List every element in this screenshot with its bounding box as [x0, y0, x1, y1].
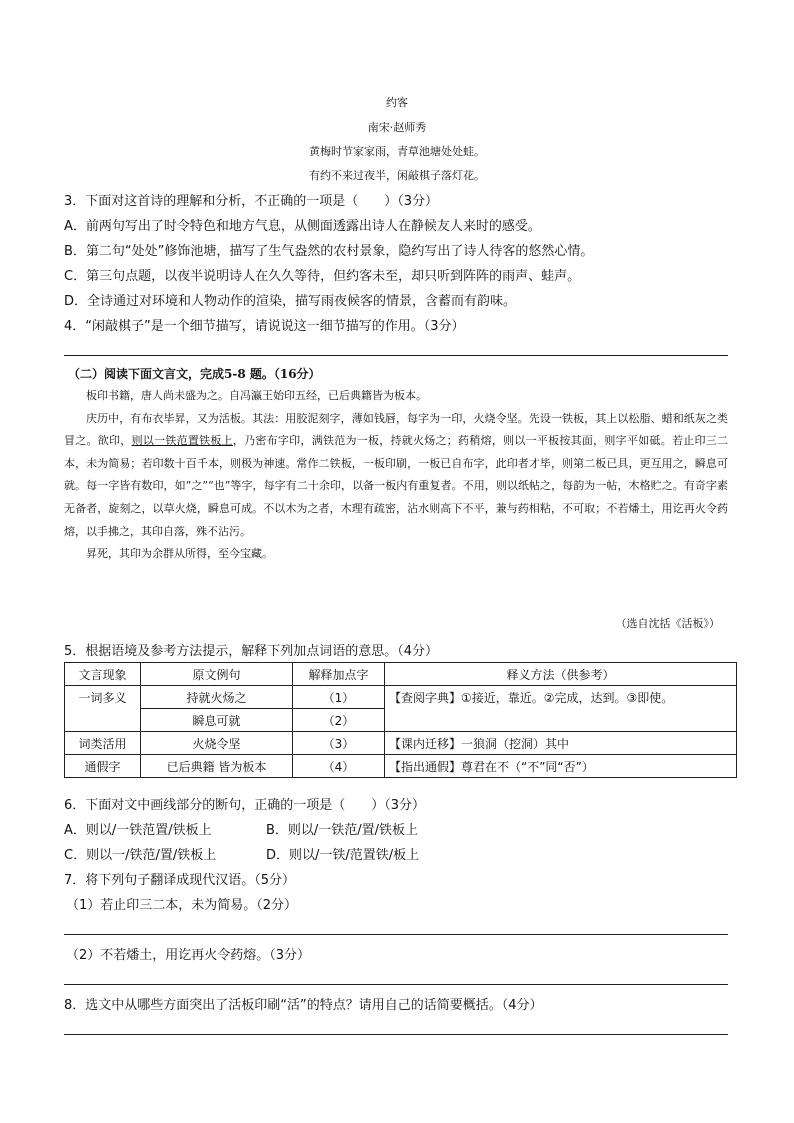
question-6-stem: 6．下面对文中画线部分的断句，正确的一项是（ ）（3分）: [64, 798, 426, 813]
table-header-cell: 原文例句: [141, 663, 293, 686]
table-cell-answer: （1）: [293, 686, 385, 709]
poem-line-1: 黄梅时节家家雨，青草池塘处处蛙。: [309, 145, 485, 158]
section-2-heading: （二）阅读下面文言文，完成5-8 题。（16分）: [68, 367, 321, 381]
question-7-sentence-2: （2）不若燔土，用讫再火令药熔。（3分）: [66, 948, 311, 963]
question-5-stem: 5．根据语境及参考方法提示，解释下列加点词语的意思。（4分）: [64, 644, 439, 659]
question-3-option-b: B．第二句“处处”修饰池塘，描写了生气盎然的农村景象，隐约写出了诗人待客的悠然心情。: [64, 244, 594, 259]
poem-line-2: 有约不来过夜半，闲敲棋子落灯花。: [309, 169, 485, 182]
table-header-cell: 释义方法（供参考）: [385, 663, 737, 686]
question-3-option-c: C．第三句点题，以夜半说明诗人在久久等待，但约客未至，却只听到阵阵的雨声、蛙声。: [64, 269, 581, 284]
question-3-stem: 3．下面对这首诗的理解和分析，不正确的一项是（ ）（3分）: [64, 194, 439, 209]
question-6-option-a: A．则以/一铁范置/铁板上: [64, 823, 212, 838]
table-row: [65, 732, 737, 755]
answer-line-q7-2: [64, 984, 728, 985]
question-8-stem: 8．选文中从哪些方面突出了活板印刷“活”的特点？请用自己的话简要概括。（4分）: [64, 998, 543, 1013]
question-4-stem: 4．“闲敲棋子”是一个细节描写，请说说这一细节描写的作用。（3分）: [64, 319, 465, 334]
passage-text: ，乃密布字印，满铁范为一板，持就火炀之；药稍熔，则以一平板按其面，则字平如砥。若止印三二本，未为简易；若印数十百千本，则极为神速。常作二铁板，一板印刷，一板已自布字，此印者才毕，则第二板已具，更互用之，瞬息可就。每一字皆有数印，如“之”“也”等字，每字有二十余印，以备一板内有重复者。不用，则以纸帖之，每韵为一帖，木格贮之。有奇字素无备者，旋刻之，以草火烧，瞬息可成。不以木为之者，木理有疏密，沾水则高下不平，兼与药相粘，不可取；不若燔土，用讫再火令药熔，以手拂之，其印自落，殊不沾污。: [64, 434, 729, 538]
table-header-cell: 解释加点字: [293, 663, 385, 686]
answer-line-q8: [64, 1034, 728, 1035]
question-3-option-a: A．前两句写出了时令特色和地方气息，从侧面透露出诗人在静候友人来时的感受。: [64, 219, 541, 234]
question-6-option-c: C．则以一/铁范/置/铁板上: [64, 848, 217, 863]
passage-paragraph-2: [64, 408, 728, 544]
table-cell-phenomenon: 一词多义: [65, 686, 141, 732]
question-3-option-d: D．全诗通过对环境和人物动作的渲染，描写雨夜候客的情景，含蓄而有韵味。: [64, 294, 517, 309]
table-cell-example: 已后典籍 皆为板本: [141, 755, 293, 778]
table-row: [65, 755, 737, 778]
question-7-sentence-1: （1）若止印三二本，未为简易。（2分）: [66, 898, 298, 913]
underlined-phrase: 则以一铁范置铁板上: [131, 434, 233, 448]
table-cell-phenomenon: 词类活用: [65, 732, 141, 755]
table-cell-answer: （2）: [293, 709, 385, 732]
passage-text: 庆历中，有布衣毕昇，又为活板。其法：用胶泥刻字，薄如钱唇，每字为一印，火烧令坚。先设一铁板，其上以松脂、蜡和纸灰之类冒之。欲印，: [64, 411, 728, 448]
passage-paragraph-3: 昇死，其印为余群从所得，至今宝藏。: [86, 547, 273, 561]
passage-paragraph-1: 板印书籍，唐人尚未盛为之。自冯瀛王始印五经，已后典籍皆为板本。: [86, 389, 427, 402]
classical-passage: [64, 385, 728, 566]
table-cell-example: 持就火炀之: [141, 686, 293, 709]
poem-author: 南宋·赵师秀: [367, 121, 427, 134]
question-7-stem: 7．将下列句子翻译成现代汉语。（5分）: [64, 873, 296, 888]
table-cell-answer: （4）: [293, 755, 385, 778]
table-cell-method: 【课内迁移】一狼洞（挖洞）其中: [385, 732, 737, 755]
answer-line-q7-1: [64, 934, 728, 935]
table-header-row: [65, 663, 737, 686]
passage-source: （选自沈括《活板》）: [615, 617, 720, 630]
vocab-table: [64, 662, 737, 778]
table-cell-example: 火烧令坚: [141, 732, 293, 755]
table-cell-answer: （3）: [293, 732, 385, 755]
question-6-option-b: B．则以/一铁范/置/铁板上: [266, 823, 419, 838]
table-cell-phenomenon: 通假字: [65, 755, 141, 778]
poem-title: 约客: [386, 96, 408, 109]
answer-line-q4: [64, 355, 728, 356]
table-row: [65, 686, 737, 709]
table-cell-method: 【查阅字典】①接近，靠近。②完成，达到。③即使。: [385, 686, 737, 732]
question-6-option-d: D．则以/一铁/范置铁/板上: [266, 848, 420, 863]
table-header-cell: 文言现象: [65, 663, 141, 686]
table-cell-method: 【指出通假】尊君在不（“不”同“否”）: [385, 755, 737, 778]
table-cell-example: 瞬息可就: [141, 709, 293, 732]
